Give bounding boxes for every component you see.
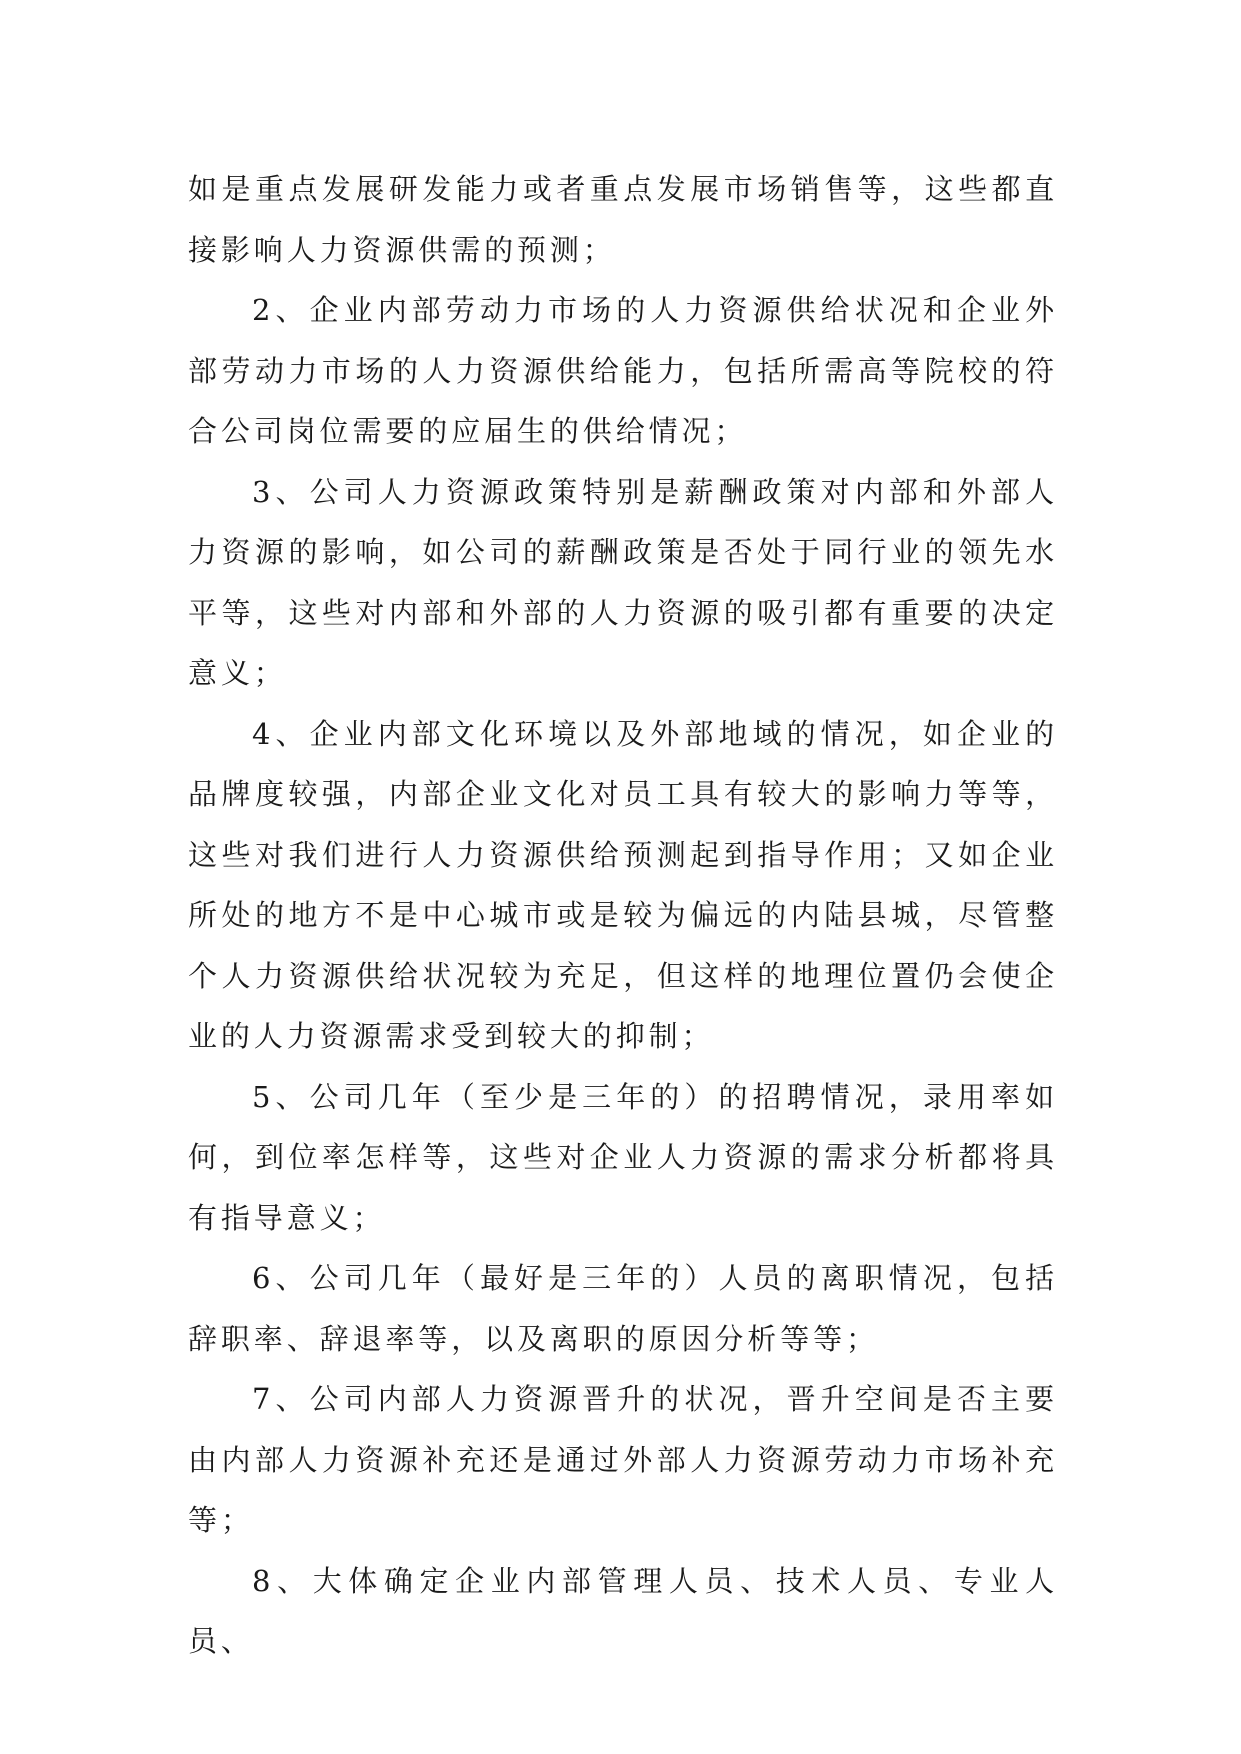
paragraph-6: 6、公司几年（最好是三年的）人员的离职情况，包括辞职率、辞退率等，以及离职的原因分析等等；	[188, 1261, 1058, 1356]
paragraph-3: 3、公司人力资源政策特别是薪酬政策对内部和外部人力资源的影响，如公司的薪酬政策是否处于同行业的领先水平等，这些对内部和外部的人力资源的吸引都有重要的决定意义；	[188, 474, 1058, 690]
document-body	[188, 159, 1058, 1672]
paragraph-8: 8、大体确定企业内部管理人员、技术人员、专业人员、	[188, 1563, 1058, 1658]
paragraph-5: 5、公司几年（至少是三年的）的招聘情况，录用率如何，到位率怎样等，这些对企业人力资源的需求分析都将具有指导意义；	[188, 1079, 1058, 1235]
paragraph-2: 2、企业内部劳动力市场的人力资源供给状况和企业外部劳动力市场的人力资源供给能力，包括所需高等院校的符合公司岗位需要的应届生的供给情况；	[188, 293, 1058, 448]
paragraph-7: 7、公司内部人力资源晋升的状况，晋升空间是否主要由内部人力资源补充还是通过外部人力资源劳动力市场补充等；	[188, 1382, 1058, 1537]
paragraph-1: 如是重点发展研发能力或者重点发展市场销售等，这些都直接影响人力资源供需的预测；	[188, 172, 1058, 267]
paragraph-4: 4、企业内部文化环境以及外部地域的情况，如企业的品牌度较强，内部企业文化对员工具有较大的影响力等等，这些对我们进行人力资源供给预测起到指导作用；又如企业所处的地方不是中心城市或是较为偏远的内陆县城，尽管整个人力资源供给状况较为充足，但这样的地理位置仍会使企业的人力资源需求受到较大的抑制；	[188, 716, 1058, 1053]
